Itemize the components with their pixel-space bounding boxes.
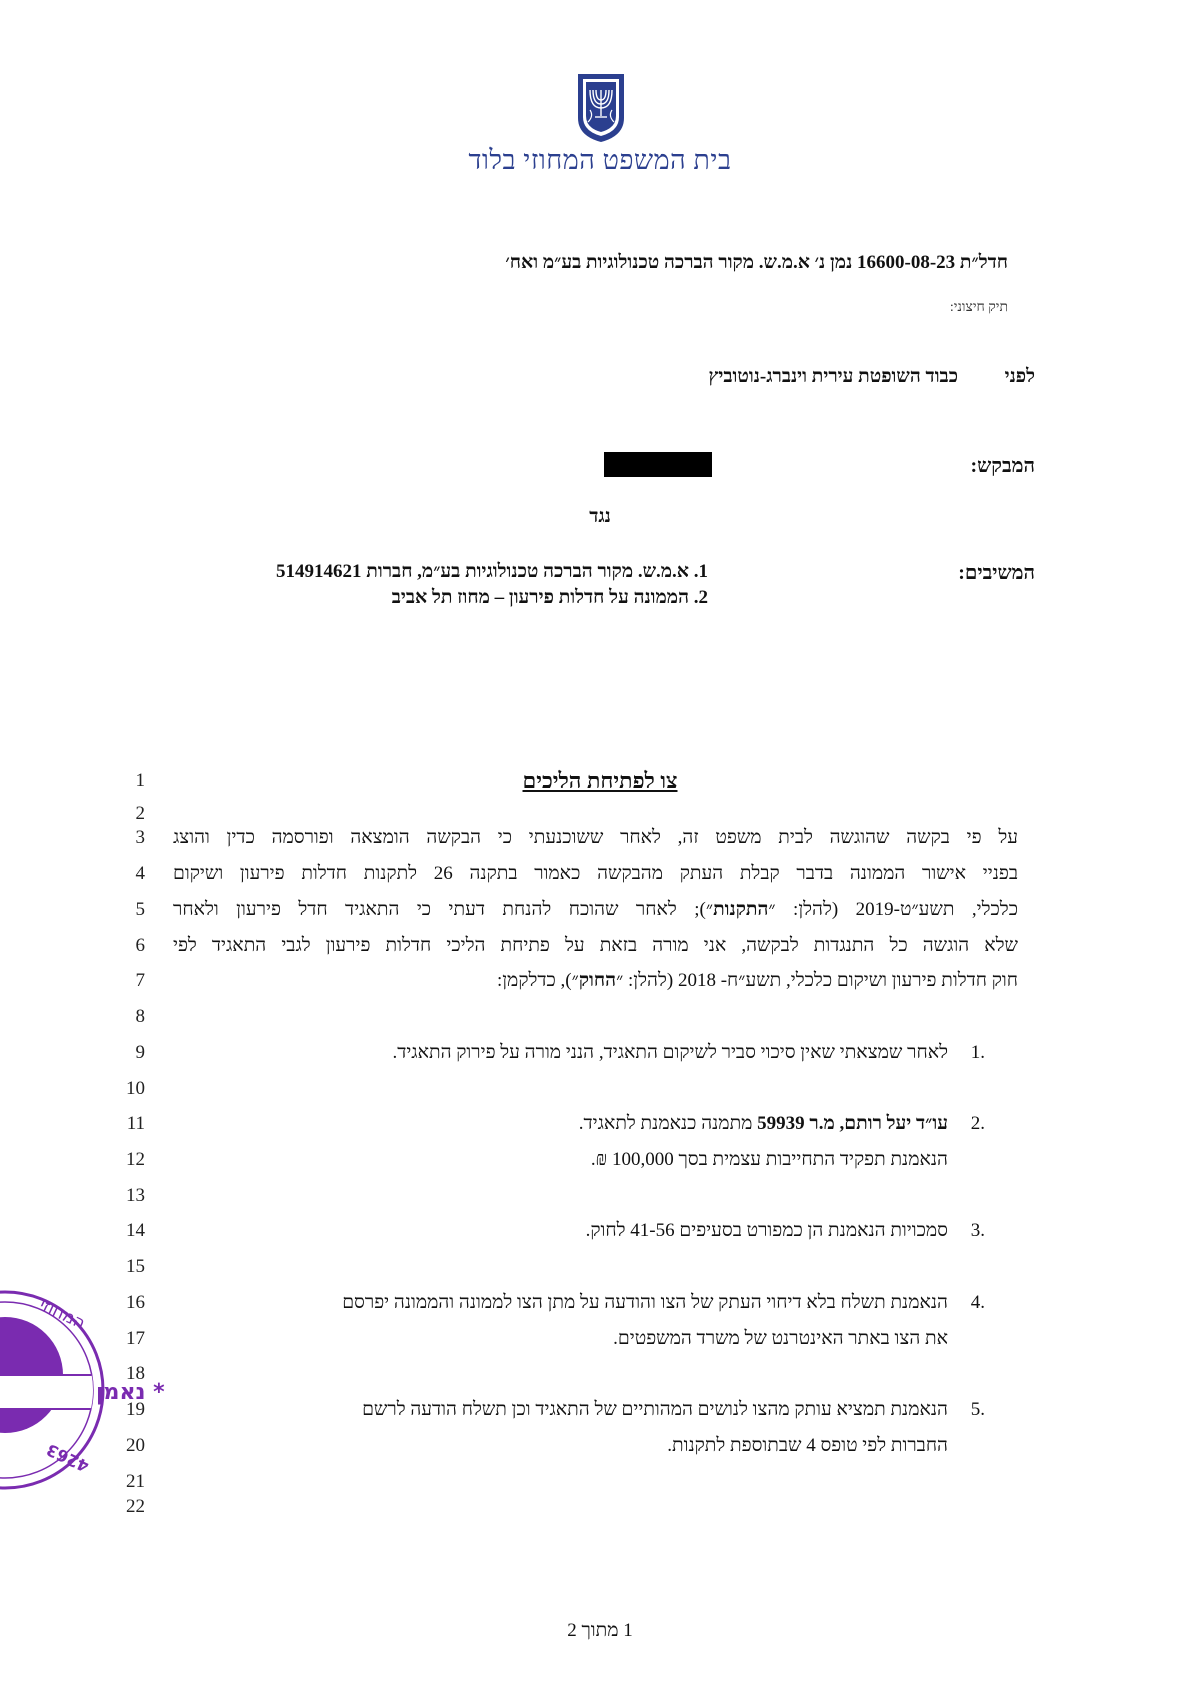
line-number: 6 bbox=[135, 935, 145, 956]
item-text-rest: מתמנה כנאמנת לתאגיד. bbox=[578, 1113, 758, 1134]
intro-text: כלכלי, תשע״ט-2019 (להלן: ״ bbox=[768, 899, 1018, 920]
line-number: 22 bbox=[126, 1496, 145, 1517]
intro-line-5 bbox=[497, 970, 1018, 992]
line-number: 16 bbox=[126, 1292, 145, 1313]
item-text: הנאמנת תשלח בלא דיחוי העתק של הצו והודעה על מתן הצו לממונה והממונה יפרסם bbox=[342, 1292, 948, 1313]
line-number: 7 bbox=[135, 970, 145, 991]
intro-text: ״); לאחר שהוכח להנחת דעתי כי התאגיד חדל פירעון ולאחר bbox=[173, 899, 714, 920]
stamp-number-text: 4263 bbox=[43, 1439, 92, 1477]
line-number: 15 bbox=[126, 1256, 145, 1277]
line-number: 8 bbox=[135, 1006, 145, 1027]
state-emblem-icon bbox=[574, 72, 628, 144]
defined-term: התקנות bbox=[713, 899, 769, 920]
item-text bbox=[579, 1113, 948, 1135]
page-number: 1 מתוך 2 bbox=[567, 1620, 633, 1641]
respondent-1: 1. א.מ.ש. מקור הברכה טכנולוגיות בע״מ, חברות 514914621 bbox=[276, 561, 708, 582]
item-text-cont: החברות לפי טופס 4 שבתוספת לתקנות. bbox=[667, 1435, 948, 1456]
line-number: 21 bbox=[126, 1471, 145, 1492]
respondent-2: 2. הממונה על חדלות פירעון – מחוז תל אביב bbox=[391, 587, 708, 608]
intro-line-3 bbox=[173, 899, 1018, 921]
line-number: 20 bbox=[126, 1435, 145, 1456]
item-text: הנאמנת תמציא עותק מהצו לנושים המהותיים של התאגיד וכן תשלח הודעה לרשם bbox=[362, 1399, 948, 1420]
item-text-cont: הנאמנת תפקיד התחייבות עצמית בסך 100,000 ₪. bbox=[590, 1149, 948, 1170]
line-number: 2 bbox=[135, 803, 145, 824]
item-number: 3. bbox=[970, 1220, 985, 1241]
intro-line-4: שלא הוגשה כל התנגדות לבקשה, אני מורה בזאת על פתיחת הליכי חדלות פירעון לגבי התאגיד לפי bbox=[173, 935, 1018, 956]
line-number: 17 bbox=[126, 1328, 145, 1349]
item-number: 4. bbox=[970, 1292, 985, 1313]
line-number: 5 bbox=[135, 899, 145, 920]
internal-file-label: תיק חיצוני: bbox=[949, 300, 1008, 315]
item-number: 5. bbox=[970, 1399, 985, 1420]
line-number: 14 bbox=[126, 1220, 145, 1241]
intro-line-2: בפניי אישור הממונה בדבר קבלת העתק מהבקשה כאמור בתקנה 26 לתקנות חדלות פירעון ושיקום bbox=[173, 863, 1018, 884]
applicant-label: המבקש: bbox=[970, 455, 1035, 477]
defined-term: החוק bbox=[578, 970, 617, 991]
court-name: בית המשפט המחוזי בלוד bbox=[468, 145, 732, 175]
redacted-applicant-name bbox=[604, 452, 712, 477]
line-number: 19 bbox=[126, 1399, 145, 1420]
intro-line-1: על פי בקשה שהוגשה לבית משפט זה, לאחר ששוכנעתי כי הבקשה הומצאה ופורסמה כדין והוצג bbox=[173, 827, 1018, 848]
line-number: 18 bbox=[126, 1363, 145, 1384]
stamp-top-text: המחוזי bbox=[36, 1295, 89, 1334]
line-number: 11 bbox=[126, 1113, 145, 1134]
respondents-label: המשיבים: bbox=[958, 562, 1035, 584]
item-text: לאחר שמצאתי שאין סיכוי סביר לשיקום התאגיד, הנני מורה על פירוק התאגיד. bbox=[392, 1042, 948, 1063]
bench-label: לפני bbox=[1004, 366, 1035, 387]
line-number: 13 bbox=[126, 1185, 145, 1206]
line-number: 4 bbox=[135, 863, 145, 884]
intro-text: ״), כדלקמן: bbox=[496, 970, 579, 991]
stamp-name-text: * נאמן bbox=[96, 1380, 165, 1405]
against-label: נגד bbox=[589, 506, 611, 527]
document-title: צו לפתיחת הליכים bbox=[522, 768, 678, 793]
item-number: 1. bbox=[970, 1042, 985, 1063]
trustee-name: עו״ד יעל רותם, מ.ר 59939 bbox=[757, 1113, 948, 1134]
line-number: 1 bbox=[135, 770, 145, 791]
case-title: חדל״ת 16600-08-23 נמן נ׳ א.מ.ש. מקור הברכה טכנולוגיות בע״מ ואח׳ bbox=[505, 252, 1008, 273]
line-number: 10 bbox=[126, 1078, 145, 1099]
line-number: 12 bbox=[126, 1149, 145, 1170]
respondents-list bbox=[238, 559, 708, 611]
line-number: 9 bbox=[135, 1042, 145, 1063]
intro-text: חוק חדלות פירעון ושיקום כלכלי, תשע״ח- 2018 (להלן: ״ bbox=[616, 970, 1018, 991]
item-text: סמכויות הנאמנת הן כמפורט בסעיפים 41-56 לחוק. bbox=[585, 1220, 948, 1241]
item-number: 2. bbox=[970, 1113, 985, 1134]
item-text-cont: את הצו באתר האינטרנט של משרד המשפטים. bbox=[613, 1328, 948, 1349]
judge-name: כבוד השופטת עירית וינברג-נוטוביץ bbox=[708, 366, 958, 387]
line-number: 3 bbox=[135, 827, 145, 848]
